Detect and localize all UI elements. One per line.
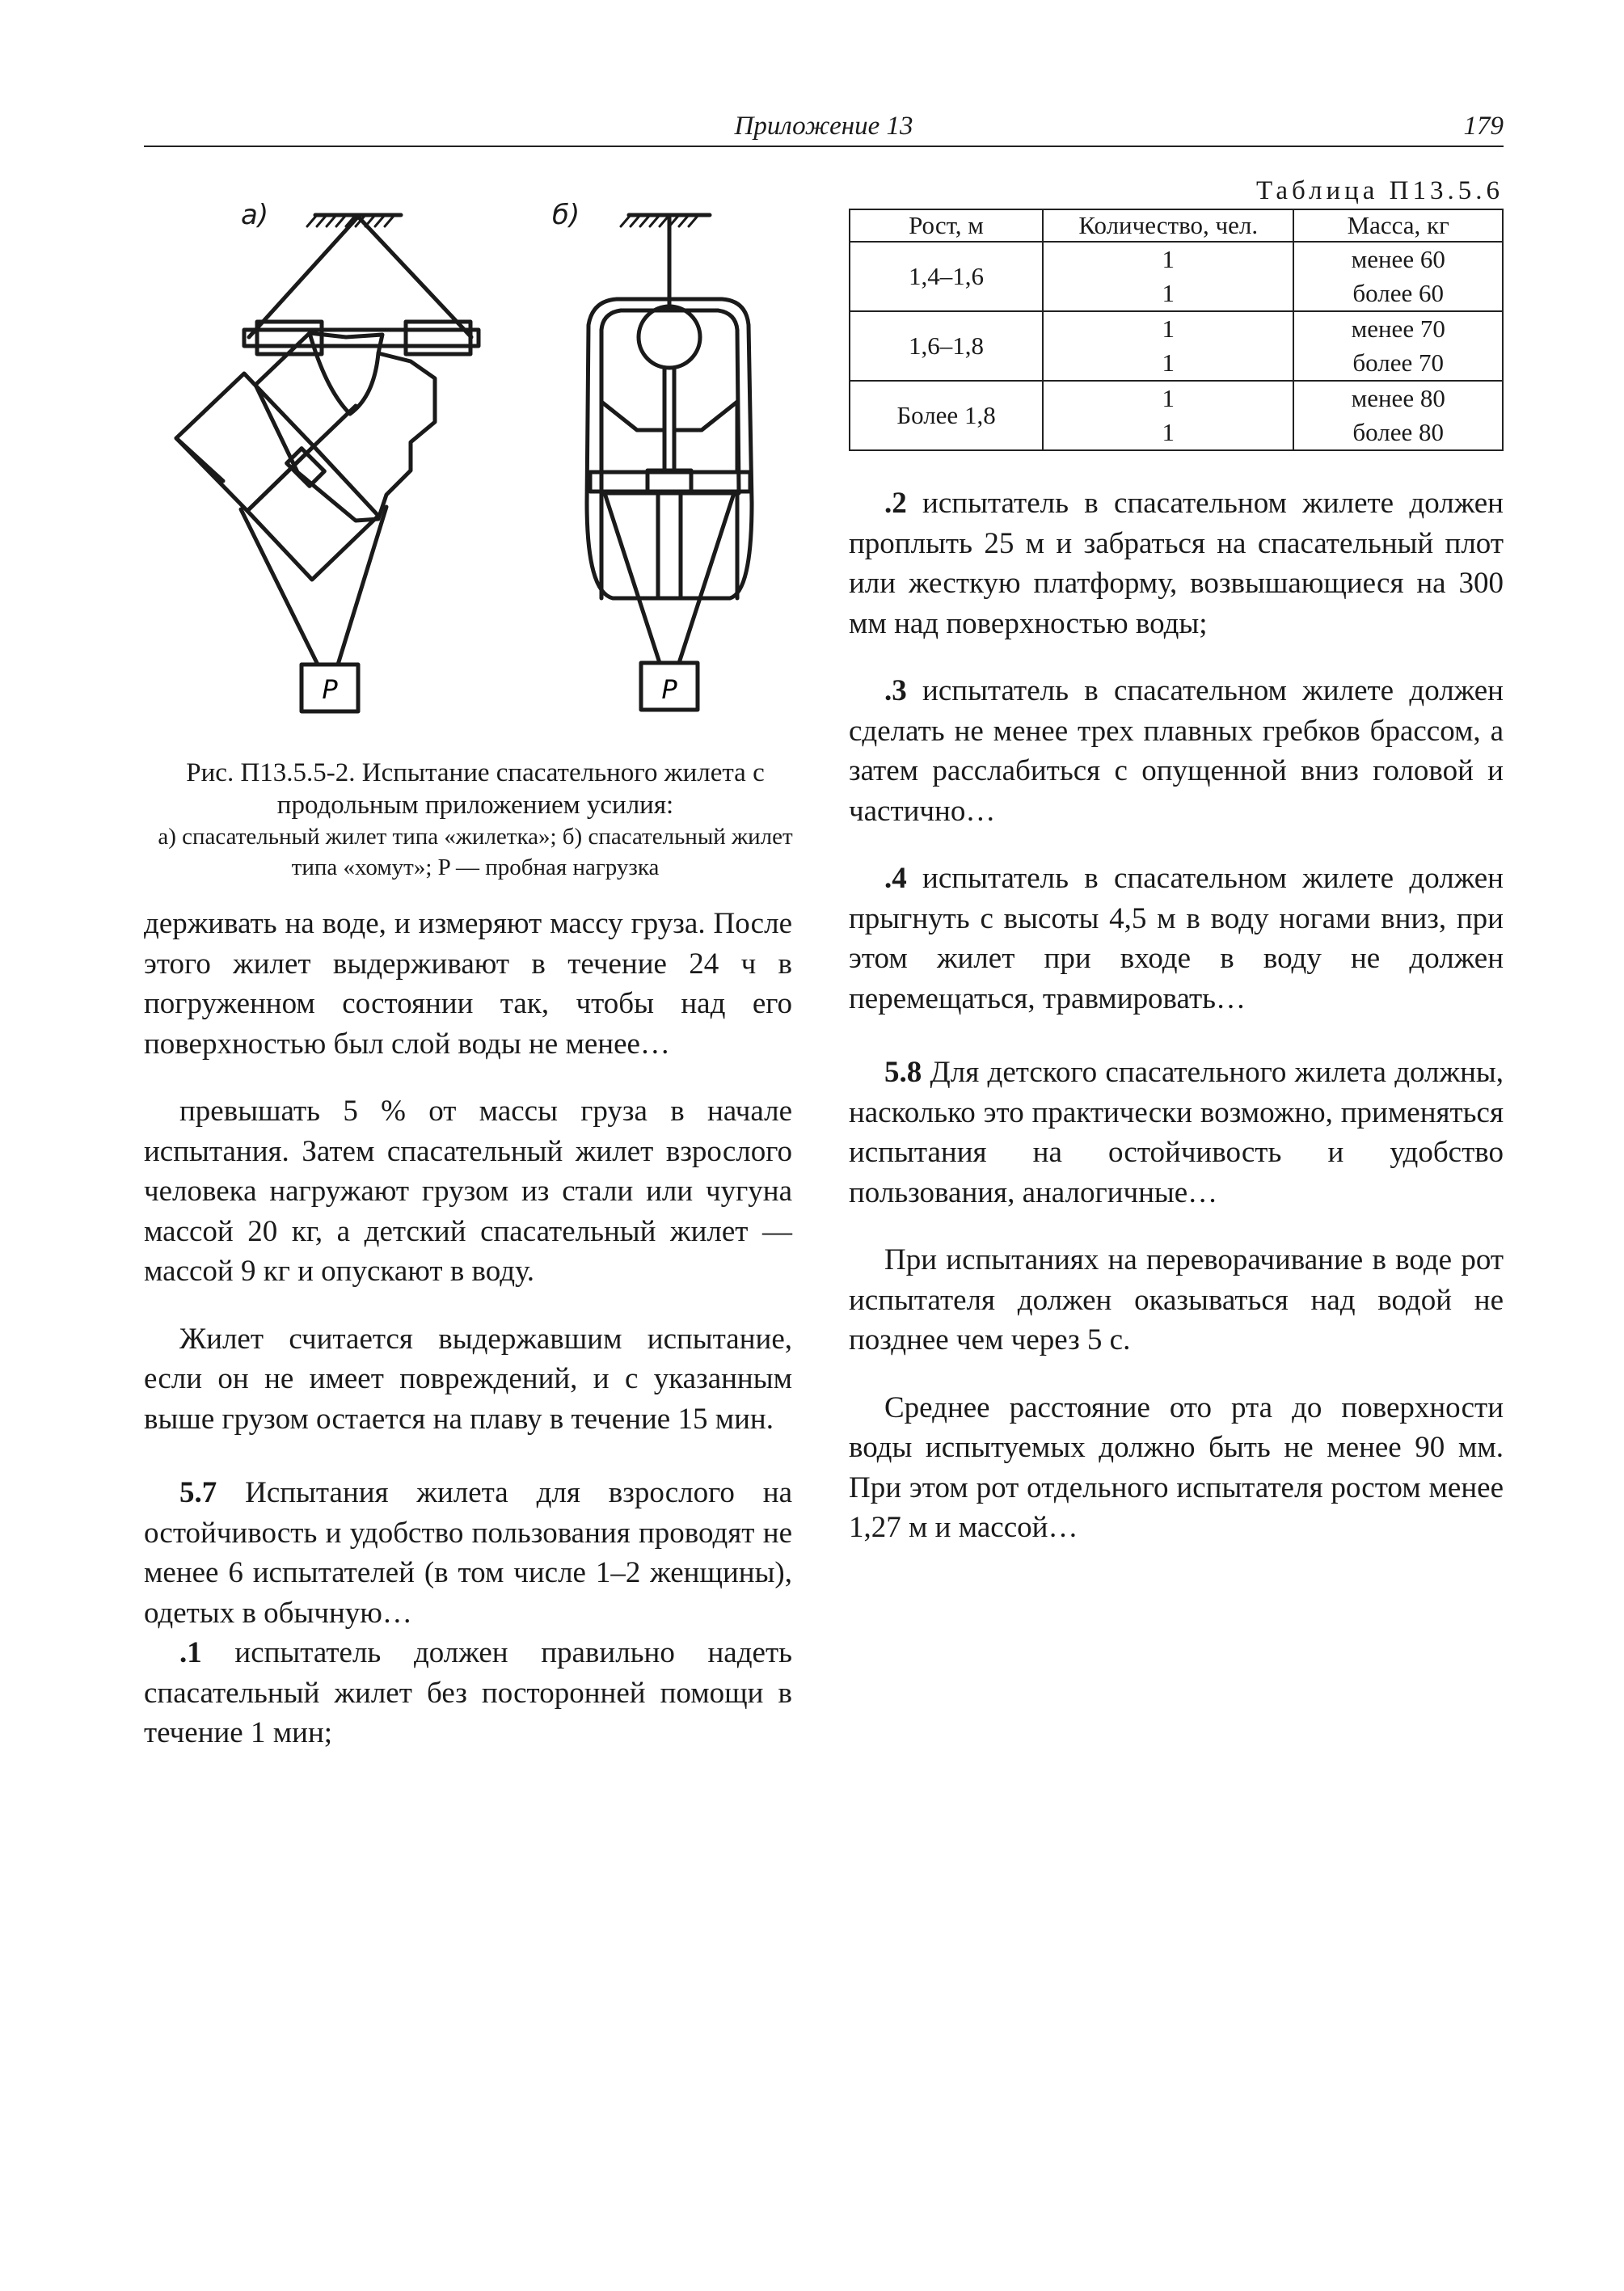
item-number: .3	[884, 674, 907, 707]
item-1: .1 испытатель должен правильно надеть спасательный жилет без посторонней помощи в течение 1 мин;	[144, 1636, 792, 1749]
right-column	[849, 483, 1504, 1548]
table-label: Таблица П13.5.6	[1256, 176, 1504, 205]
paragraph: Среднее расстояние ото рта до поверхности воды испытуемых должно быть не менее 90 мм. При этом рот отдельного испытателя ростом менее 1,27 м и массой…	[849, 1390, 1504, 1544]
weight-label-b: P	[661, 674, 677, 705]
cell-height: 1,4–1,6	[850, 242, 1043, 311]
item-number: .4	[884, 862, 907, 895]
cell-mass: менее 70 более 70	[1293, 311, 1503, 381]
running-header	[144, 107, 1504, 147]
table-row	[850, 381, 1503, 450]
vest-type-jacket-drawing	[176, 215, 479, 711]
cell-height: Более 1,8	[850, 381, 1043, 450]
figure-caption	[144, 757, 807, 883]
table-row	[850, 311, 1503, 381]
section-5-7: 5.7 Испытания жилета для взрослого на остойчивость и удобство пользования проводят не менее 6 испытателей (в том числе 1–2 женщины), одетых в обычную…	[144, 1476, 792, 1630]
cell-count: 1 1	[1043, 311, 1293, 381]
table-header-row	[850, 209, 1503, 242]
weight-label-a: P	[322, 674, 338, 705]
header-title: Приложение 13	[734, 112, 913, 141]
column-header-height: Рост, м	[850, 209, 1043, 242]
figure-caption-detail: а) спасательный жилет типа «жилетка»; б) спасательный жилет типа «хомут»; P — пробная нагрузка	[158, 824, 793, 880]
cell-height: 1,6–1,8	[850, 311, 1043, 381]
cell-mass: менее 80 более 80	[1293, 381, 1503, 450]
paragraph: держивать на воде, и измеряют массу груза. После этого жилет выдерживают в течение 24 ч в погруженном состоянии так, чтобы над его поверхностью был слой воды не менее…	[144, 907, 792, 1061]
item-number: .2	[884, 487, 907, 520]
table-row	[850, 242, 1503, 311]
page-number: 179	[1463, 112, 1504, 141]
left-column	[144, 904, 792, 1753]
paragraph: превышать 5 % от массы груза в начале испытания. Затем спасательный жилет взрослого человека нагружают грузом из стали или чугуна массой 20 кг, а детский спасательный жилет — массой 9 кг и опускают в воду.	[144, 1095, 792, 1288]
figure-drawing	[144, 188, 807, 753]
figure-caption-title: Рис. П13.5.5-2. Испытание спасательного жилета с продольным приложением усилия:	[186, 758, 765, 820]
cell-mass: менее 60 более 60	[1293, 242, 1503, 311]
section-number: 5.8	[884, 1056, 922, 1089]
item-4: .4 испытатель в спасательном жилете должен прыгнуть с высоты 4,5 м в воду ногами вниз, при этом жилет при входе в воду не должен перемещаться, травмировать…	[849, 862, 1504, 1015]
column-header-mass: Масса, кг	[1293, 209, 1503, 242]
figure-label-a: а)	[241, 199, 269, 231]
section-5-8: 5.8 Для детского спасательного жилета должны, насколько это практически возможно, применяться испытания на остойчивость и удобство пользования, аналогичные…	[849, 1056, 1504, 1209]
cell-count: 1 1	[1043, 381, 1293, 450]
collar-type-jacket-drawing	[587, 215, 752, 710]
figure-lifejacket-tests	[144, 188, 807, 753]
cell-count: 1 1	[1043, 242, 1293, 311]
item-3: .3 испытатель в спасательном жилете должен сделать не менее трех плавных гребков брассом, а затем расслабиться с опущенной вниз головой и частично…	[849, 674, 1504, 828]
paragraph: Жилет считается выдержавшим испытание, если он не имеет повреждений, и с указанным выше грузом остается на плаву в течение 15 мин.	[144, 1322, 792, 1436]
section-number: 5.7	[179, 1476, 217, 1509]
column-header-count: Количество, чел.	[1043, 209, 1293, 242]
test-subjects-table	[849, 209, 1504, 451]
item-2: .2 испытатель в спасательном жилете должен проплыть 25 м и забраться на спасательный плот или жесткую платформу, возвышающиеся на 300 мм над поверхностью воды;	[849, 487, 1504, 640]
item-number: .1	[179, 1636, 202, 1669]
paragraph: При испытаниях на переворачивание в воде рот испытателя должен оказываться над водой не позднее чем через 5 с.	[849, 1243, 1504, 1356]
figure-label-b: б)	[552, 199, 580, 231]
